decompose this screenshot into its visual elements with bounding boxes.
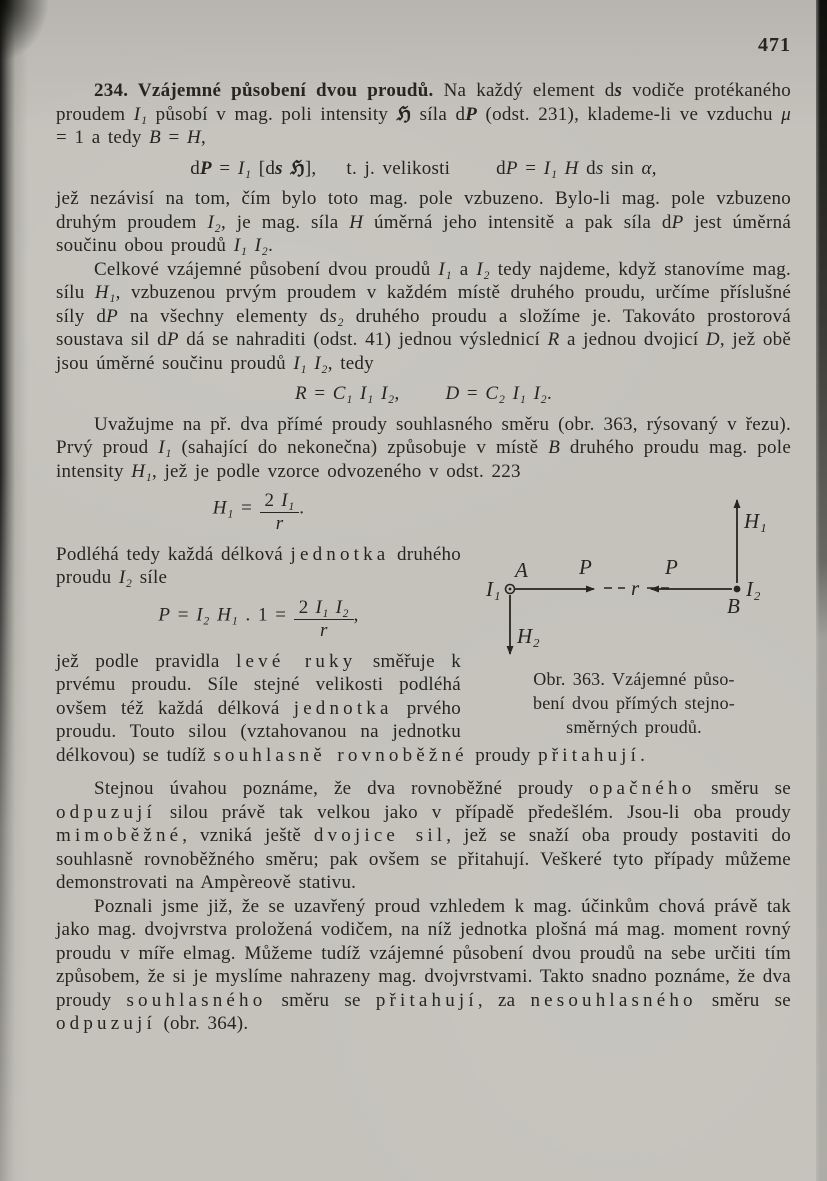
paragraph-total-action: Celkové vzájemné působení dvou proudů I₁ a I₂ tedy najdeme, když stanovíme mag. sílu H₁, vzbuzenou prvým proudem v každém místě druhého proudu, určíme příslušné síly dP na všechny elementy ds₂ druhého proudu a složíme je. Takováto prostorová soustava sil dP dá se nahraditi (odst. 41) jednou výslednicí R a jednou dvojicí D, jež obě jsou úměrné součinu proudů I₁ I₂, tedy xyxy=(56,258,792,374)
page-left-shadow xyxy=(0,0,28,1181)
figure-caption-line: Obr. 363. Vzájemné půso- xyxy=(533,669,735,689)
paragraph-example: Uvažujme na př. dva přímé proudy souhlasného směru (obr. 363, rýsovaný v řezu). Prvý proud I₁ (sahající do nekonečna) způsobuje v místě B druhého proudu mag. pole intensity H₁, jež je podle vzorce odvozeného v odst. 223 xyxy=(56,413,791,482)
equation-force-lhs: P = I₂ H₁ . 1 = xyxy=(158,604,294,626)
figure-caption-line: směrných proudů. xyxy=(566,717,702,737)
paragraph-double-layer: Poznali jsme již, že se uzavřený proud vzhledem k mag. účinkům chová právě tak jako mag. dvojvrstva proložená vodičem, na níž jednotka plošná má mag. moment rovný proudu v míře elmag. Můžeme tudíž vzájemné působení dvou proudů na sebe určiti tím způsobem, že si je myslíme nahrazeny mag. dvojvrstvami. Takto snadno poznáme, že dva proudy souhlasného směru se přitahují, za nesouhlasného směru se odpuzují (obr. 364). xyxy=(56,895,791,1035)
equation-field-lhs: H₁ = xyxy=(212,497,260,519)
section-heading: 234. Vzájemné působení dvou proudů. xyxy=(94,80,434,101)
point-b xyxy=(734,586,741,593)
figure-caption xyxy=(477,667,791,739)
label-p-right: P xyxy=(579,555,593,579)
equation-vector-force-lhs: dP = I₁ [ds ℌ], xyxy=(190,157,317,179)
label-h1: H₁ xyxy=(744,509,767,533)
equation-force-tail: , xyxy=(353,604,359,626)
page-number: 471 xyxy=(758,34,791,56)
fraction xyxy=(260,490,300,536)
paragraph-intro xyxy=(56,79,791,150)
paragraph-unit-length: Podléhá tedy každá délková jednotka druhého proudu I₂ síle xyxy=(56,543,461,589)
equation-vector-force xyxy=(56,157,791,181)
fraction xyxy=(294,597,354,643)
equation-couple: D = C₂ I₁ I₂. xyxy=(445,383,553,404)
paragraph-opposite-currents: Stejnou úvahou poznáme, že dva rovnoběžné proudy opačného směru se odpuzují silou právě tak velkou jako v případě předešlém. Jsou-li oba proudy mimoběžné, vzniká ještě dvojice sil, jež se snaží oba proudy postaviti do souhlasně rovnoběžného směru; pak ovšem se přitahují. Veškeré tyto případy můžeme demonstrovati na Ampèreově stativu. xyxy=(56,778,792,894)
equation-resultant-couple xyxy=(56,382,791,406)
paragraph-left-hand-rule: jež podle pravidla levé ruky směřuje k prvému proudu. Síle stejné velikosti podléhá ovšem též každá délková jednotka prvého proudu. Touto silou (vztahovanou na jednotku délkovou) se tudíž souhlasně rovnoběžné proudy přitahují. xyxy=(56,650,646,766)
equation-vector-force-rhs: dP = I₁ H ds sin α, xyxy=(496,157,657,179)
page-right-edge xyxy=(816,0,827,1181)
paragraph-intro-continuation: jež nezávisí na tom, čím bylo toto mag. pole vzbuzeno. Bylo-li mag. pole vzbuzeno druhým proudem I₂, je mag. síla H úměrná jeho intensitě a pak síla dP jest úměrná součinu obou proudů I₁ I₂. xyxy=(56,188,791,256)
page-corner-shadow xyxy=(0,0,48,60)
fraction-numerator: 2 I₁ I₂ xyxy=(298,596,349,618)
figure-363 xyxy=(477,483,791,739)
label-b: B xyxy=(727,594,741,618)
figure-drawing xyxy=(484,483,784,661)
paragraph-intro-text: Na každý element ds vodiče protékaného proudem I₁ působí v mag. poli intensity ℌ síla dP (odst. 231), klademe-li ve vzduchu μ = 1 a tedy B = H, xyxy=(56,80,792,148)
equation-field-tail: . xyxy=(299,497,305,519)
label-r: r xyxy=(631,576,640,600)
label-a: A xyxy=(515,558,529,582)
equation-resultant: R = C₁ I₁ I₂, xyxy=(294,383,400,404)
label-h2: H₂ xyxy=(517,624,540,648)
point-a-dot xyxy=(509,588,512,591)
fraction-denominator: r xyxy=(260,512,300,535)
equation-vector-force-words: t. j. velikosti xyxy=(346,157,451,179)
figure-caption-line: bení dvou přímých stejno- xyxy=(533,693,735,713)
fraction-numerator: 2 I₁ xyxy=(264,490,295,511)
label-i1: I₁ xyxy=(486,577,501,601)
fraction-denominator: r xyxy=(294,619,354,642)
page-content xyxy=(56,79,791,1036)
label-i2: I₂ xyxy=(746,577,761,601)
label-p-left: P xyxy=(665,555,679,579)
